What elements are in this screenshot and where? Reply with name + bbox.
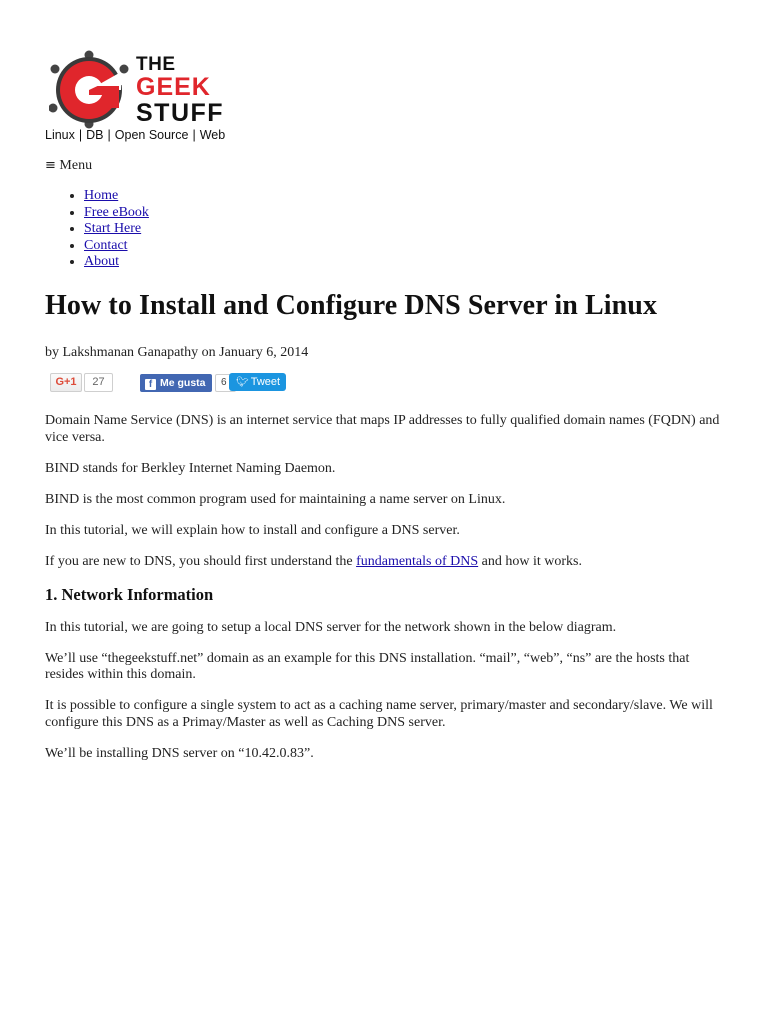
paragraph-configure-roles: It is possible to configure a single system to act as a caching name server, primary/master and secondary/slave. We will configure this DNS as a Primay/Master as well as Caching DNS server. [45,698,713,730]
tagline-linux: Linux [45,128,75,142]
paragraph-dns-intro: Domain Name Service (DNS) is an internet service that maps IP addresses to fully qualified domain names (FQDN) and vice versa. [45,413,720,445]
article-title: How to Install and Configure DNS Server in Linux [45,290,658,321]
tagline-open-source: Open Source [114,128,189,142]
social-share-bar [45,372,305,394]
nav-link-home[interactable]: Home [84,188,119,203]
article-body [45,413,725,777]
nav-item-start-here [84,221,149,238]
tweet-button[interactable] [229,373,286,391]
gplus-count: 27 [84,373,113,392]
paragraph-domain-example: We’ll use “thegeekstuff.net” domain as an example for this DNS installation. “mail”, “web”, “ns” are the hosts that resides within this domain. [45,650,690,682]
fundamentals-of-dns-link[interactable]: fundamentals of DNS [356,553,479,569]
hamburger-icon: ≡ [45,158,56,173]
gplus-button[interactable]: G+1 [50,373,82,392]
paragraph-install-ip: We’ll be installing DNS server on “10.42.0.83”. [45,745,314,761]
logo-the-text: THE [136,54,176,75]
nav-link-free-ebook[interactable]: Free eBook [84,204,149,220]
tweet-label: Tweet [250,376,281,388]
section-heading-network-information: 1. Network Information [45,584,214,604]
fundamentals-text-after: and how it works. [478,553,582,569]
paragraph-fundamentals [45,554,725,571]
nav-item-home [84,188,149,205]
paragraph-local-dns-setup: In this tutorial, we are going to setup a local DNS server for the network shown in the below diagram. [45,619,617,635]
facebook-icon: f [145,379,156,390]
facebook-like-button[interactable] [140,374,212,392]
facebook-like-label: Me gusta [160,377,206,389]
nav-item-free-ebook [84,205,149,222]
fundamentals-text-before: If you are new to DNS, you should first understand the [45,553,357,569]
logo-stuff-text: STUFF [136,99,225,127]
paragraph-bind-name: BIND stands for Berkley Internet Naming Daemon. [45,460,336,476]
article-byline: by Lakshmanan Ganapathy on January 6, 2014 [45,345,309,360]
logo-geek-text: GEEK [136,73,211,101]
site-tagline: Linux | DB | Open Source | Web [45,128,226,142]
main-nav [45,188,149,271]
tagline-web: Web [199,128,226,142]
site-logo[interactable] [49,50,249,130]
tagline-db: DB [86,128,104,142]
logo-wordmark [136,55,224,126]
menu-toggle-label: Menu [59,158,93,173]
nav-item-contact [84,238,149,255]
paragraph-tutorial-intro: In this tutorial, we will explain how to install and configure a DNS server. [45,522,460,538]
nav-item-about [84,254,149,271]
paragraph-bind-common: BIND is the most common program used for maintaining a name server on Linux. [45,491,506,507]
twitter-bird-icon: 🐦︎ [236,377,249,388]
facebook-like-count: 6 [215,374,236,392]
menu-toggle-button[interactable] [45,158,92,174]
nav-link-about[interactable]: About [84,254,119,269]
g-gear-logo-icon [49,50,135,130]
nav-link-start-here[interactable]: Start Here [84,221,142,236]
nav-link-contact[interactable]: Contact [84,237,128,253]
